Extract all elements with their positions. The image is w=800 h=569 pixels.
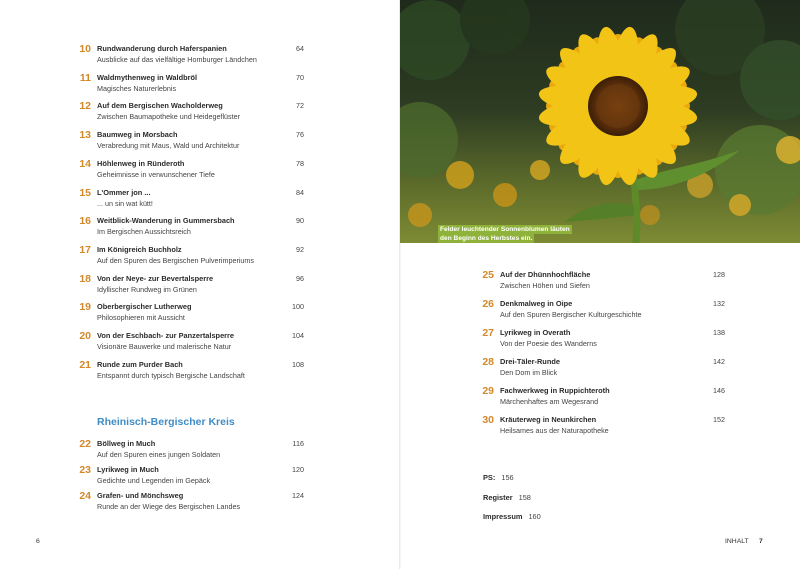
entry-page: 128 <box>713 270 725 279</box>
entry-page: 72 <box>296 101 304 111</box>
entry-number: 30 <box>482 414 494 426</box>
entry-title: Lyrikweg in Much <box>97 464 159 474</box>
entry-title: Böllweg in Much <box>97 439 156 448</box>
entry-subtitle: Entspannt durch typisch Bergische Landschaft <box>97 370 245 380</box>
entry-subtitle: Zwischen Höhen und Siefen <box>500 281 590 290</box>
entry-number: 21 <box>79 358 91 371</box>
entry-subtitle: Auf den Spuren Bergischer Kulturgeschichte <box>500 310 642 319</box>
entry-title: L'Ommer jon ... <box>97 187 151 197</box>
entry-number: 20 <box>79 330 91 342</box>
toc-entry <box>73 245 333 269</box>
toc-entry <box>73 360 333 384</box>
entry-subtitle: Ausblicke auf das vielfältige Homburger Ländchen <box>97 55 257 64</box>
entry-subtitle: Auf den Spuren des Bergischen Pulverimperiums <box>97 255 255 265</box>
entry-page: 138 <box>713 328 725 337</box>
entry-title: Baumweg in Morsbach <box>97 130 178 140</box>
entry-number: 22 <box>79 438 91 450</box>
entry-title: Weitblick-Wanderung in Gummersbach <box>97 216 235 226</box>
entry-number: 15 <box>79 186 91 199</box>
entry-page: 124 <box>292 490 304 500</box>
entry-subtitle: Verabredung mit Maus, Wald und Architektur <box>97 141 240 151</box>
entry-page: 64 <box>296 44 304 53</box>
entry-number: 13 <box>79 129 91 142</box>
entry-number: 24 <box>79 489 91 502</box>
entry-page: 146 <box>713 386 725 395</box>
entry-page: 120 <box>292 464 304 474</box>
entry-title: Waldmythenweg in Waldbröl <box>97 72 198 82</box>
entry-subtitle: Visionäre Bauwerke und malerische Natur <box>97 342 232 351</box>
entry-title: Oberbergischer Lutherweg <box>97 302 192 312</box>
entry-title: Runde zum Purder Bach <box>97 359 183 369</box>
page-number-right: 7 <box>759 538 763 545</box>
entry-subtitle: Auf den Spuren eines jungen Soldaten <box>97 450 221 459</box>
appendix-label: Register <box>483 492 513 502</box>
entry-number: 23 <box>79 463 91 476</box>
page-number-left: 6 <box>36 538 40 545</box>
toc-entry <box>73 101 333 125</box>
entry-title: Auf dem Bergischen Wacholderweg <box>97 101 223 111</box>
entry-page: 104 <box>292 331 304 340</box>
entry-number: 27 <box>482 327 494 339</box>
entry-number: 16 <box>79 215 91 228</box>
right-page <box>400 0 800 569</box>
entry-page: 108 <box>292 359 304 369</box>
entry-subtitle: Den Dom im Blick <box>500 368 558 377</box>
entry-title: Denkmalweg in Oipe <box>500 299 573 308</box>
entry-page: 70 <box>296 72 304 82</box>
appendix-label: PS: <box>483 473 496 482</box>
toc-entry <box>73 130 333 154</box>
sunflower-image <box>400 0 800 243</box>
entry-subtitle: Zwischen Baumapotheke und Heidegeflüster <box>97 112 241 122</box>
toc-entry <box>73 274 333 298</box>
entry-page: 78 <box>296 158 304 168</box>
entry-page: 76 <box>296 130 304 140</box>
section-heading: Rheinisch-Bergischer Kreis <box>97 416 235 428</box>
entry-page: 92 <box>296 244 304 254</box>
appendix-page: 160 <box>528 512 541 521</box>
toc-entry <box>73 73 333 97</box>
entry-number: 26 <box>482 298 494 310</box>
entry-number: 18 <box>79 272 91 285</box>
entry-title: Kräuterweg in Neunkirchen <box>500 415 597 424</box>
appendix-entry <box>483 512 541 521</box>
entry-title: Rundwanderung durch Haferspanien <box>97 44 227 53</box>
entry-page: 96 <box>296 273 304 283</box>
entry-subtitle: Heilsames aus der Naturapotheke <box>500 426 609 435</box>
entry-subtitle: Philosophieren mit Aussicht <box>97 313 185 323</box>
toc-entry <box>73 188 333 212</box>
entry-number: 17 <box>79 243 91 256</box>
appendix-label: Impressum <box>483 512 523 521</box>
entry-number: 25 <box>482 269 494 281</box>
entry-page: 142 <box>713 357 725 366</box>
toc-entry <box>476 415 736 439</box>
sunflower-photo <box>400 0 800 243</box>
entry-title: Fachwerkweg in Ruppichteroth <box>500 386 610 395</box>
entry-page: 152 <box>713 415 725 424</box>
running-head: INHALT <box>725 538 749 545</box>
entry-page: 100 <box>292 302 304 312</box>
toc-entry <box>476 357 736 381</box>
entry-subtitle: Im Bergischen Aussichtsreich <box>97 227 191 237</box>
entry-title: Auf der Dhünnhochfläche <box>500 270 591 279</box>
entry-subtitle: Geheimnisse in verwunschener Tiefe <box>97 169 215 179</box>
toc-entry <box>73 216 333 240</box>
toc-entry <box>73 439 333 463</box>
caption-line-2: den Beginn des Herbstes ein. <box>440 235 533 242</box>
entry-page: 116 <box>292 439 304 448</box>
toc-entry <box>476 299 736 323</box>
entry-title: Höhlenweg in Ründeroth <box>97 158 185 168</box>
toc-entry <box>73 465 333 489</box>
entry-title: Von der Neye- zur Bevertalsperre <box>97 273 214 283</box>
entry-page: 84 <box>296 187 304 197</box>
appendix-entry <box>483 493 531 502</box>
appendix-page: 158 <box>518 492 531 502</box>
appendix-entry <box>483 473 514 482</box>
toc-entry <box>73 302 333 326</box>
toc-entry <box>476 386 736 410</box>
entry-number: 10 <box>79 43 91 55</box>
entry-page: 132 <box>713 299 725 308</box>
entry-title: Lyrikweg in Overath <box>500 328 571 337</box>
entry-title: Drei-Täler-Runde <box>500 357 560 366</box>
entry-subtitle: Idyllischer Rundweg im Grünen <box>97 284 197 294</box>
entry-subtitle: Magisches Naturerlebnis <box>97 83 177 93</box>
toc-entry <box>476 328 736 352</box>
entry-subtitle: Märchenhaftes am Wegesrand <box>500 397 599 406</box>
photo-caption <box>438 225 572 243</box>
entry-number: 14 <box>79 157 91 170</box>
entry-number: 19 <box>79 301 91 314</box>
entry-number: 28 <box>482 356 494 368</box>
toc-entry <box>73 44 333 68</box>
entry-title: Von der Eschbach- zur Panzertalsperre <box>97 331 235 340</box>
entry-subtitle: Runde an der Wiege des Bergischen Landes <box>97 501 241 511</box>
entry-title: Im Königreich Buchholz <box>97 244 182 254</box>
toc-entry <box>73 159 333 183</box>
toc-entry <box>73 491 333 515</box>
entry-subtitle: Von der Poesie des Wanderns <box>500 339 597 348</box>
appendix-page: 156 <box>501 473 514 482</box>
caption-line-1: Felder leuchtender Sonnenblumen läuten <box>440 226 570 233</box>
entry-number: 29 <box>482 385 494 397</box>
toc-entry <box>73 331 333 355</box>
entry-number: 11 <box>79 71 91 84</box>
entry-subtitle: ... un sin wat kütt! <box>97 198 153 208</box>
entry-subtitle: Gedichte und Legenden im Gepäck <box>97 475 211 485</box>
entry-title: Grafen- und Mönchsweg <box>97 490 184 500</box>
entry-page: 90 <box>296 216 304 226</box>
toc-entry <box>476 270 736 294</box>
entry-number: 12 <box>79 100 91 113</box>
